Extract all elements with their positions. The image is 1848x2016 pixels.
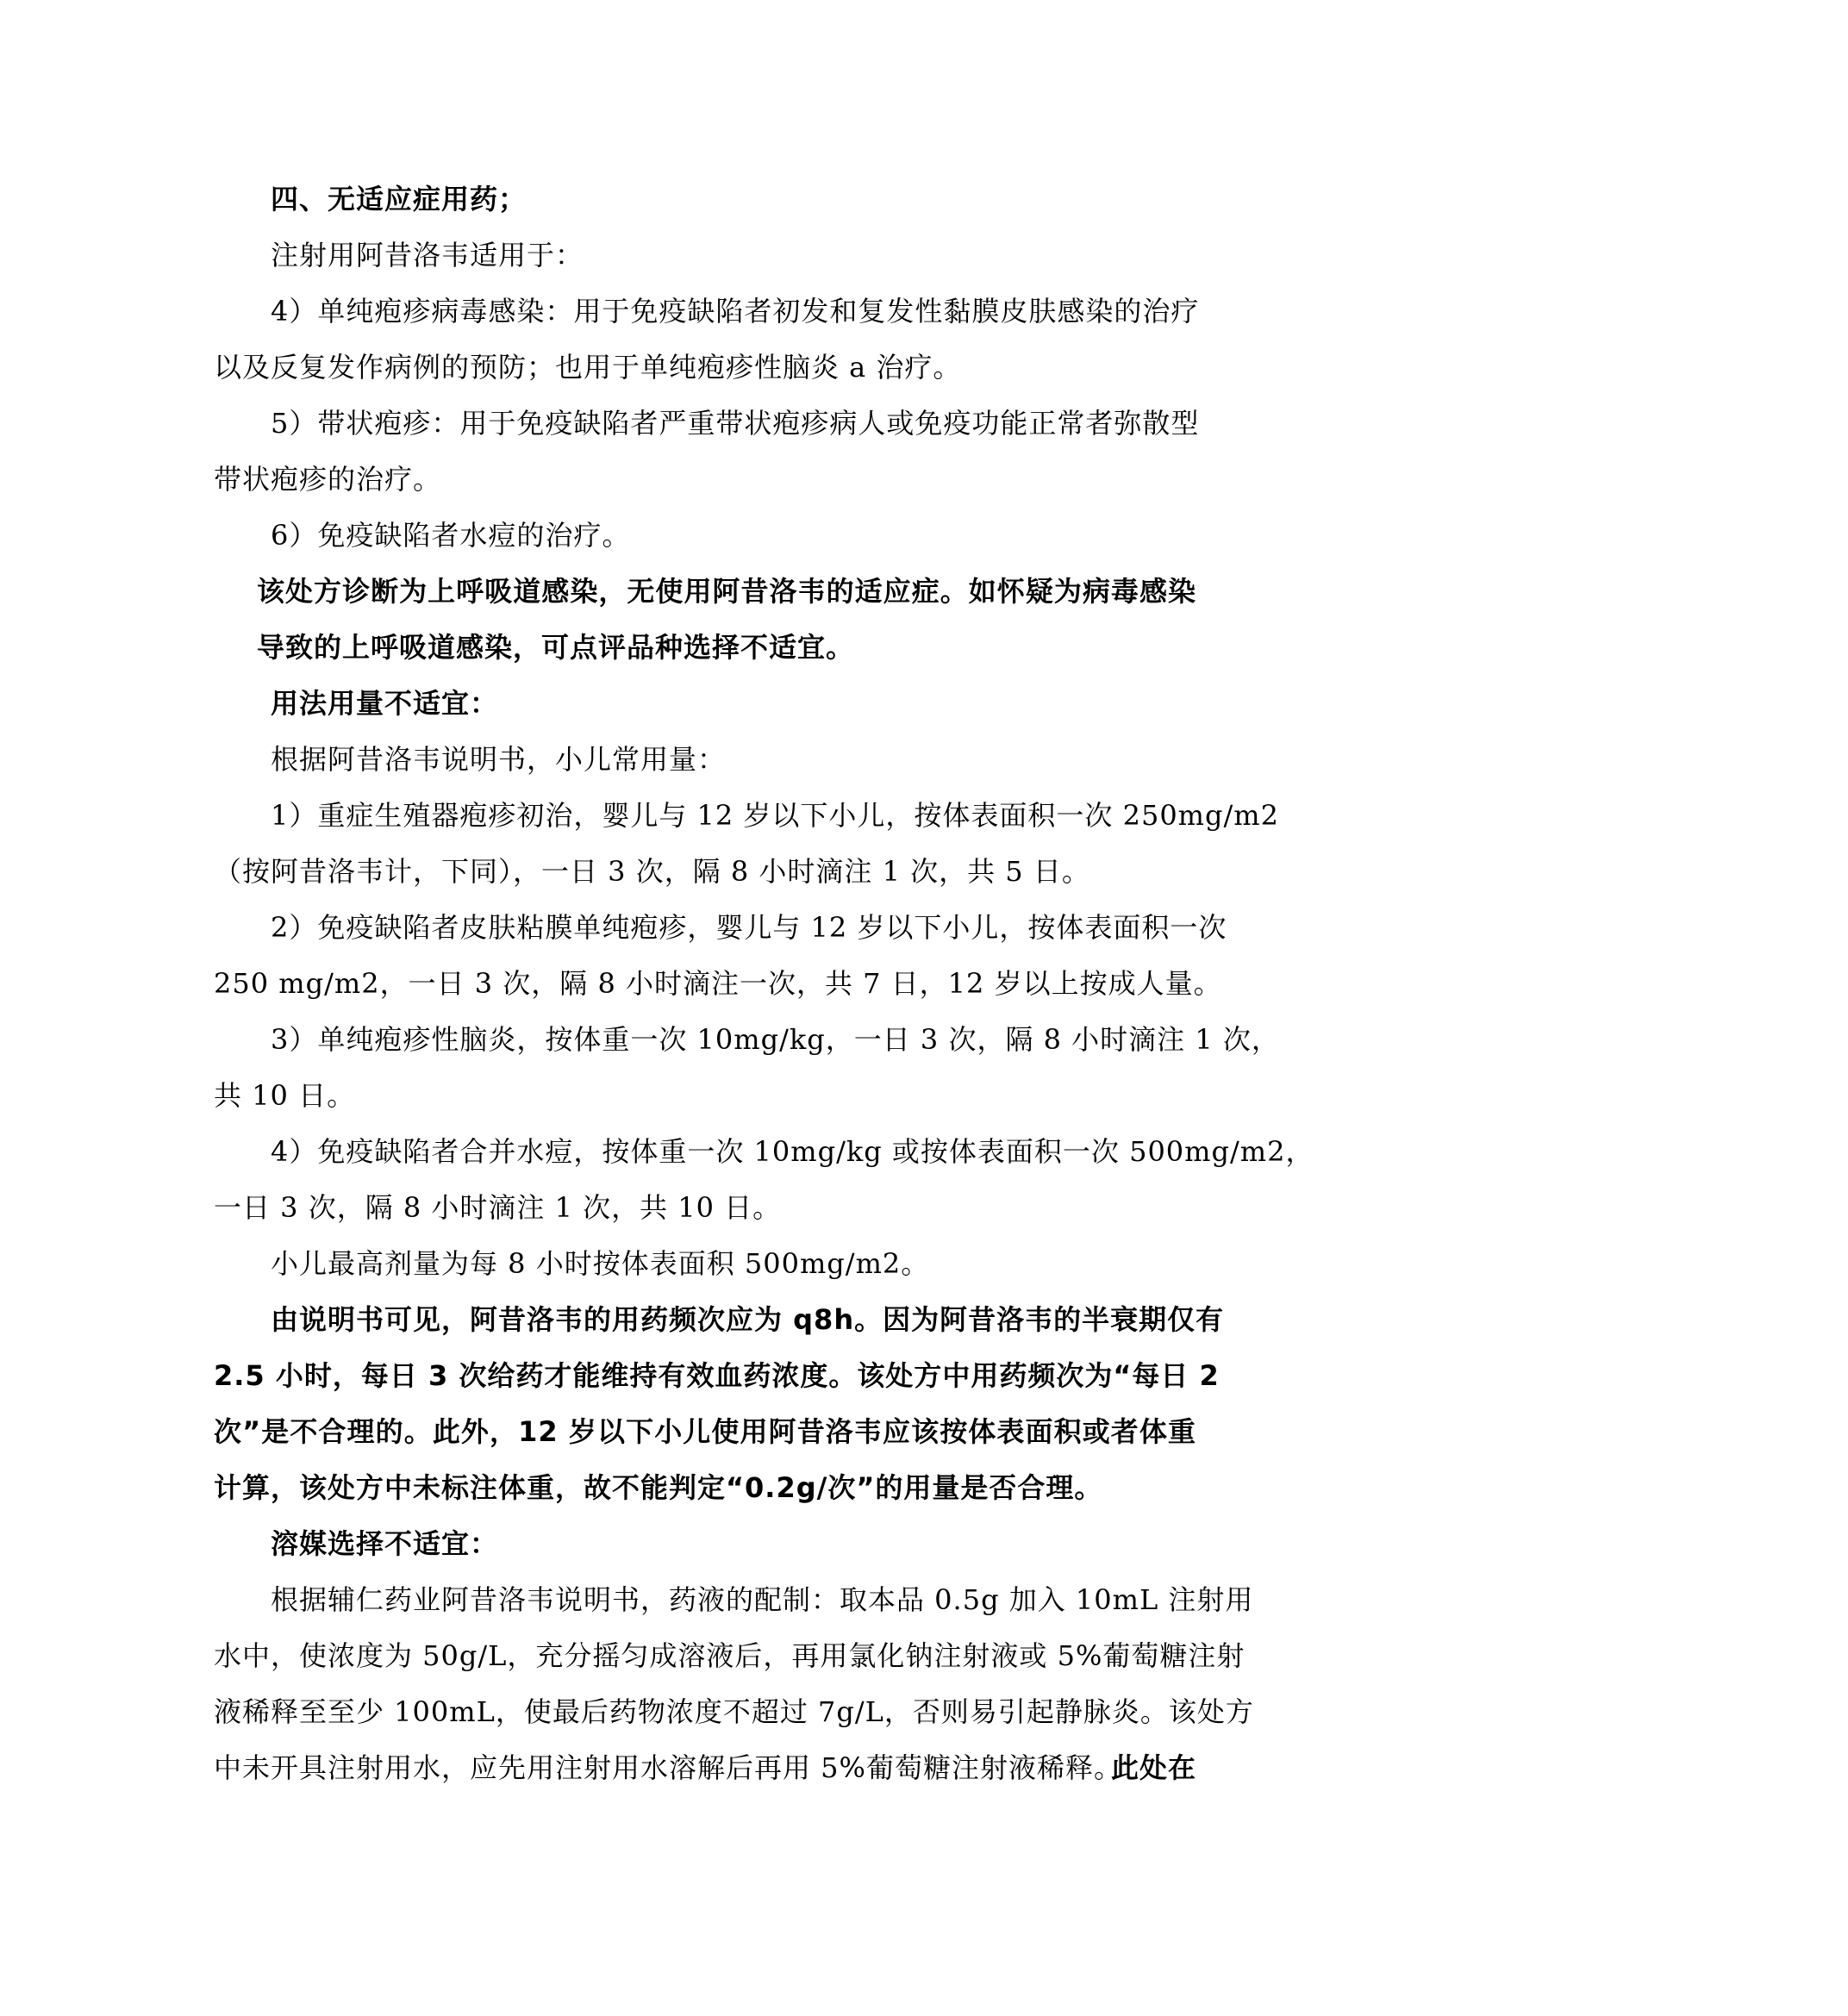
bold-comment-line: 该处方诊断为上呼吸道感染，无使用阿昔洛韦的适应症。如怀疑为病毒感染 bbox=[257, 575, 1196, 608]
paragraph-text: 中未开具注射用水，应先用注射用水溶解后再用 5%葡萄糖注射液稀释。 bbox=[214, 1751, 1122, 1784]
paragraph-line: 5）带状疱疹：用于免疫缺陷者严重带状疱疹病人或免疫功能正常者弥散型 bbox=[271, 407, 1200, 440]
paragraph-line: 1）重症生殖器疱疹初治，婴儿与 12 岁以下小儿，按体表面积一次 250mg/m2 bbox=[271, 799, 1279, 832]
paragraph-line: 带状疱疹的治疗。 bbox=[214, 463, 442, 496]
paragraph-line: 以及反复发作病例的预防；也用于单纯疱疹性脑炎 a 治疗。 bbox=[214, 351, 962, 384]
paragraph-line: 小儿最高剂量为每 8 小时按体表面积 500mg/m2。 bbox=[271, 1247, 930, 1280]
paragraph-line: 注射用阿昔洛韦适用于： bbox=[271, 239, 584, 272]
bold-comment-line: 2.5 小时，每日 3 次给药才能维持有效血药浓度。该处方中用药频次为“每日 2 bbox=[214, 1359, 1220, 1392]
paragraph-line-final bbox=[214, 1740, 1196, 1795]
bold-comment-line: 由说明书可见，阿昔洛韦的用药频次应为 q8h。因为阿昔洛韦的半衰期仅有 bbox=[271, 1303, 1225, 1336]
paragraph-line: 水中，使浓度为 50g/L，充分摇匀成溶液后，再用氯化钠注射液或 5%葡萄糖注射 bbox=[214, 1639, 1246, 1672]
paragraph-line: 共 10 日。 bbox=[214, 1079, 356, 1112]
bold-comment-line: 计算，该处方中未标注体重，故不能判定“0.2g/次”的用量是否合理。 bbox=[214, 1471, 1103, 1504]
paragraph-line: （按阿昔洛韦计，下同），一日 3 次，隔 8 小时滴注 1 次，共 5 日。 bbox=[214, 855, 1090, 888]
paragraph-line: 250 mg/m2，一日 3 次，隔 8 小时滴注一次，共 7 日，12 岁以上按成人量。 bbox=[214, 967, 1222, 1000]
paragraph-line: 4）单纯疱疹病毒感染：用于免疫缺陷者初发和复发性黏膜皮肤感染的治疗 bbox=[271, 295, 1200, 328]
paragraph-line: 液稀释至至少 100mL，使最后药物浓度不超过 7g/L，否则易引起静脉炎。该处方 bbox=[214, 1695, 1254, 1728]
section-heading-no-indication: 四、无适应症用药； bbox=[271, 183, 528, 215]
section-heading-solvent: 溶媒选择不适宜： bbox=[271, 1527, 499, 1560]
section-heading-dosage: 用法用量不适宜： bbox=[271, 687, 499, 720]
bold-comment-line: 次”是不合理的。此外，12 岁以下小儿使用阿昔洛韦应该按体表面积或者体重 bbox=[214, 1415, 1196, 1448]
paragraph-line: 根据阿昔洛韦说明书，小儿常用量： bbox=[271, 743, 727, 776]
paragraph-line: 一日 3 次，隔 8 小时滴注 1 次，共 10 日。 bbox=[214, 1191, 782, 1224]
bold-comment-line: 导致的上呼吸道感染，可点评品种选择不适宜。 bbox=[257, 631, 855, 664]
bold-trailing-text: 此处在 bbox=[1110, 1751, 1196, 1784]
paragraph-line: 4）免疫缺陷者合并水痘，按体重一次 10mg/kg 或按体表面积一次 500mg/m2， bbox=[271, 1135, 1314, 1168]
paragraph-line: 3）单纯疱疹性脑炎，按体重一次 10mg/kg，一日 3 次，隔 8 小时滴注 1 次， bbox=[271, 1023, 1280, 1056]
paragraph-line: 根据辅仁药业阿昔洛韦说明书，药液的配制：取本品 0.5g 加入 10mL 注射用 bbox=[271, 1583, 1254, 1616]
paragraph-line: 2）免疫缺陷者皮肤粘膜单纯疱疹，婴儿与 12 岁以下小儿，按体表面积一次 bbox=[271, 911, 1227, 944]
paragraph-line: 6）免疫缺陷者水痘的治疗。 bbox=[271, 519, 631, 552]
